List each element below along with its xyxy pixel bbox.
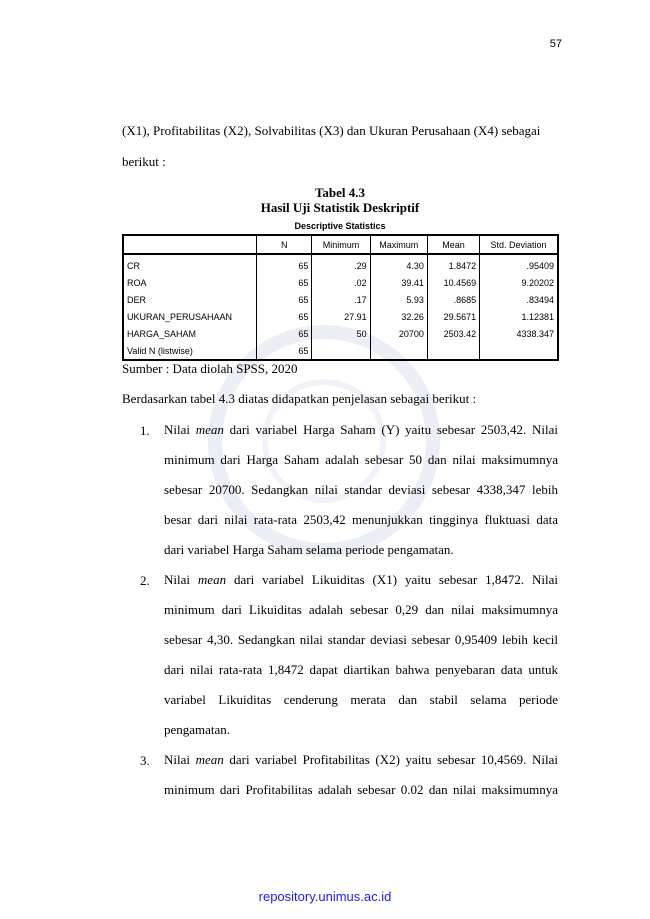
table-cell: 65 [257,291,312,308]
table-cell: .29 [312,254,370,274]
table-cell [480,342,558,360]
spss-table-title: Descriptive Statistics [294,221,386,231]
item-text [164,573,558,753]
row-label: UKURAN_PERUSAHAAN [123,308,257,325]
text-line: minimum dari Likuiditas adalah sebesar 0,29 dan nilai maksimumnya [164,602,558,617]
row-label: HARGA_SAHAM [123,325,257,342]
table-row [123,342,558,360]
item-text [164,753,558,813]
table-cell: 29.5671 [427,308,479,325]
header-cell [123,235,257,254]
table-cell: .8685 [427,291,479,308]
table-row [123,274,558,291]
item-number: 1. [140,423,150,438]
table-row [123,308,558,325]
table-cell: .83494 [480,291,558,308]
intro-line-2: berikut : [122,154,166,169]
item-number: 3. [140,753,150,768]
table-cell: .95409 [480,254,558,274]
table-cell: 65 [257,308,312,325]
text-line: sebesar 4,30. Sedangkan nilai standar deviasi sebesar 0,95409 lebih kecil [164,632,558,647]
text-line: Nilai mean dari variabel Harga Saham (Y) yaitu sebesar 2503,42. Nilai [164,422,558,437]
intro-line-1: (X1), Profitabilitas (X2), Solvabilitas (X3) dan Ukuran Perusahaan (X4) sebagai [122,123,541,138]
header-cell: Std. Deviation [480,235,558,254]
table-cell: 27.91 [312,308,370,325]
row-label: Valid N (listwise) [123,342,257,360]
table-cell: 2503.42 [427,325,479,342]
table-cell: 65 [257,254,312,274]
text-line: Nilai mean dari variabel Likuiditas (X1) yaitu sebesar 1,8472. Nilai [164,572,558,587]
text-line: besar dari nilai rata-rata 2503,42 menunjukkan tingginya fluktuasi data [164,512,558,527]
text-line: dari variabel Harga Saham selama periode pengamatan. [164,542,454,557]
header-cell: Minimum [312,235,370,254]
table-cell [370,342,427,360]
table-cell: 65 [257,274,312,291]
text-line: minimum dari Profitabilitas adalah sebesar 0.02 dan nilai maksimumnya [164,782,558,797]
table-cell: 9.20202 [480,274,558,291]
table-row [123,325,558,342]
table-cell [427,342,479,360]
descriptive-statistics-table [122,234,559,361]
table-row [123,291,558,308]
text-line: Nilai mean dari variabel Profitabilitas (X2) yaitu sebesar 10,4569. Nilai [164,752,558,767]
table-cell: 4.30 [370,254,427,274]
table-cell: 39.41 [370,274,427,291]
page-number: 57 [549,38,562,50]
header-cell: Mean [427,235,479,254]
table-cell: 50 [312,325,370,342]
table-cell: 4338.347 [480,325,558,342]
text-line: variabel Likuiditas cenderung merata dan stabil selama periode [164,692,558,707]
text-line: minimum dari Harga Saham adalah sebesar 50 dan nilai maksimumnya [164,452,558,467]
text-line: dari nilai rata-rata 1,8472 dapat diartikan bahwa penyebaran data untuk [164,662,558,677]
table-header-row [123,235,558,254]
row-label: ROA [123,274,257,291]
table-cell: 20700 [370,325,427,342]
row-label: CR [123,254,257,274]
table-cell: .02 [312,274,370,291]
table-cell: 5.93 [370,291,427,308]
row-label: DER [123,291,257,308]
table-row [123,254,558,274]
table-source-note: Sumber : Data diolah SPSS, 2020 [122,361,298,376]
table-cell: 65 [257,325,312,342]
header-cell: Maximum [370,235,427,254]
repository-link[interactable]: repository.unimus.ac.id [258,889,392,904]
header-cell: N [257,235,312,254]
table-cell: 1.12381 [480,308,558,325]
table-cell: 65 [257,342,312,360]
table-number: Tabel 4.3 [314,185,366,200]
item-number: 2. [140,573,150,588]
table-title: Hasil Uji Statistik Deskriptif [260,200,420,215]
table-cell [312,342,370,360]
item-text [164,423,558,573]
lead-sentence: Berdasarkan tabel 4.3 diatas didapatkan penjelasan sebagai berikut : [122,391,477,406]
text-line: sebesar 20700. Sedangkan nilai standar deviasi sebesar 4338,347 lebih [164,482,558,497]
text-line: pengamatan. [164,722,231,737]
table-cell: .17 [312,291,370,308]
table-cell: 32.26 [370,308,427,325]
table-cell: 10.4569 [427,274,479,291]
table-cell: 1.8472 [427,254,479,274]
